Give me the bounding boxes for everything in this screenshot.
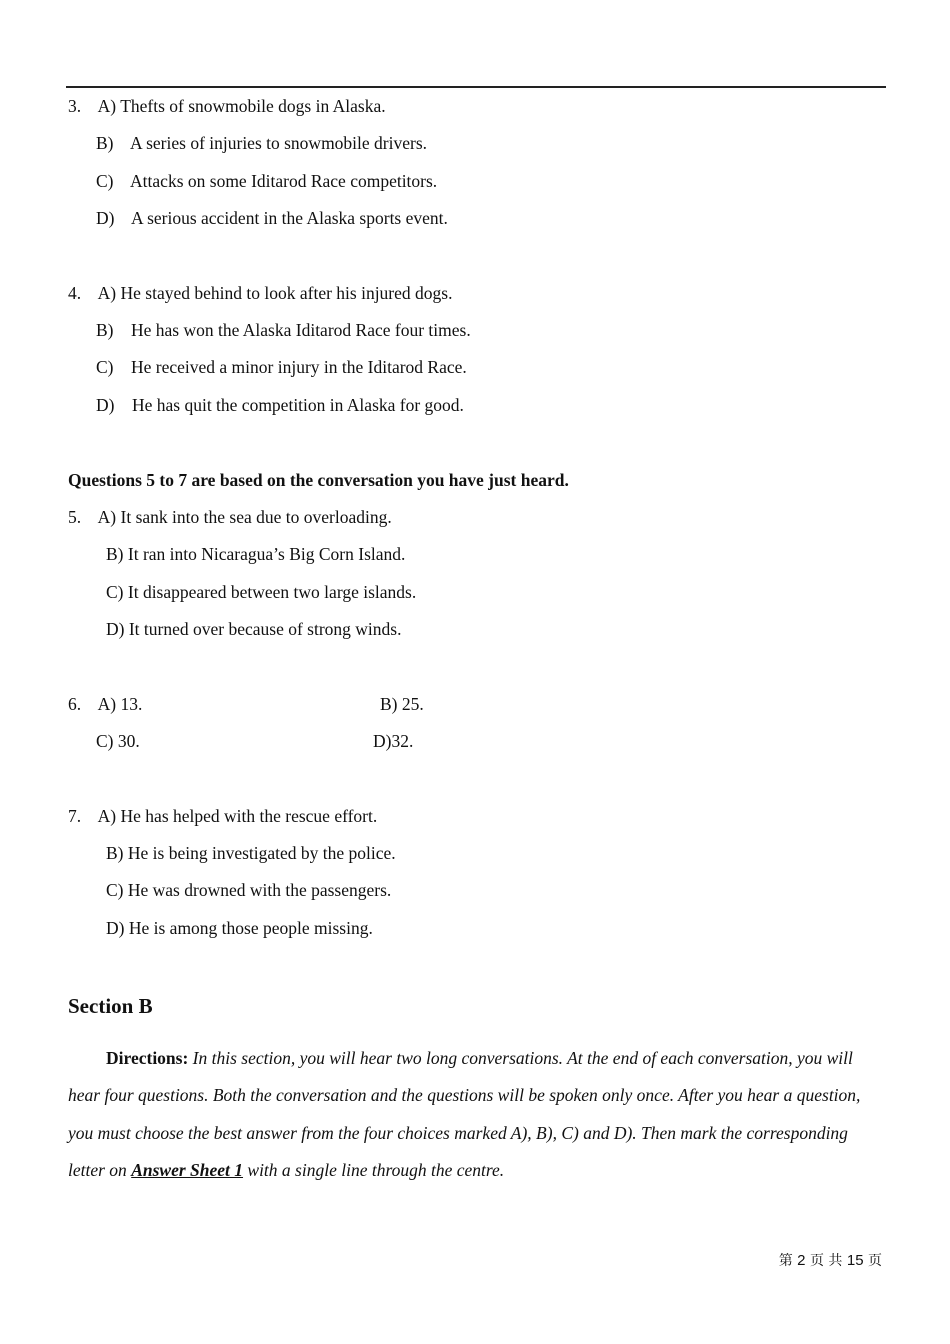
- question-number: 3.: [68, 96, 82, 116]
- option-letter: A): [97, 507, 117, 527]
- question-6-option-a: [68, 694, 142, 714]
- option-text: 30.: [117, 731, 140, 751]
- question-4-option-a: [68, 283, 452, 303]
- footer-suffix: 页: [868, 1253, 882, 1269]
- option-letter: C): [96, 357, 114, 377]
- footer-prefix: 第: [778, 1253, 793, 1269]
- question-number: 7.: [68, 806, 82, 826]
- option-text: He has quit the competition in Alaska for good.: [131, 395, 464, 415]
- option-letter: A): [97, 806, 117, 826]
- header-rule: [66, 86, 886, 88]
- option-text: He stayed behind to look after his injured dogs.: [120, 283, 453, 303]
- question-5-option-c: [106, 582, 416, 602]
- option-text: 32.: [391, 731, 414, 751]
- question-3-option-c: [96, 171, 437, 191]
- section-b-title: Section B: [68, 994, 153, 1018]
- question-7-option-b: [106, 843, 396, 863]
- question-number: 5.: [68, 507, 82, 527]
- option-letter: D): [106, 918, 125, 938]
- option-letter: C): [96, 731, 114, 751]
- question-7-option-a: [68, 806, 377, 826]
- option-text: 25.: [401, 694, 424, 714]
- option-letter: A): [97, 283, 117, 303]
- option-letter: D): [106, 619, 125, 639]
- option-letter: B): [106, 843, 124, 863]
- option-text: He is among those people missing.: [128, 918, 373, 938]
- option-text: It ran into Nicaragua’s Big Corn Island.: [127, 544, 406, 564]
- page-footer: [779, 1250, 882, 1270]
- option-letter: D): [373, 731, 392, 751]
- option-letter: D): [96, 395, 115, 415]
- option-letter: A): [97, 96, 117, 116]
- question-5-option-b: [106, 544, 405, 564]
- question-3-option-b: [96, 133, 427, 153]
- option-letter: C): [96, 171, 114, 191]
- directions-text: In this section, you will hear two long conversations. At the end of each conversation, you will hear four questions. Both the conversation and the questions will be spoken only once. After you hear a question, you must choose the best answer from the four choices marked A), B), C) and D). Then mark the corresponding letter on: [68, 1048, 861, 1180]
- question-5-option-d: [106, 619, 401, 639]
- option-text: 13.: [120, 694, 143, 714]
- option-text: He has won the Alaska Iditarod Race four times.: [131, 320, 471, 340]
- option-text: A series of injuries to snowmobile drivers.: [130, 133, 428, 153]
- option-letter: B): [96, 133, 114, 153]
- directions-text-end: with a single line through the centre.: [247, 1159, 505, 1180]
- option-letter: C): [106, 880, 124, 900]
- option-text: It sank into the sea due to overloading.: [120, 507, 392, 527]
- question-6-option-d: [373, 731, 413, 751]
- group-heading: Questions 5 to 7 are based on the conversation you have just heard.: [68, 470, 569, 490]
- answer-sheet-reference: Answer Sheet 1: [131, 1159, 244, 1180]
- option-text: Attacks on some Iditarod Race competitors.: [130, 171, 438, 191]
- option-text: He was drowned with the passengers.: [127, 880, 392, 900]
- question-7-option-d: [106, 918, 373, 938]
- current-page: 2: [797, 1252, 806, 1269]
- option-letter: C): [106, 582, 124, 602]
- option-text: He is being investigated by the police.: [127, 843, 396, 863]
- option-text: It disappeared between two large islands.: [127, 582, 417, 602]
- question-3-option-d: [96, 208, 448, 228]
- question-5-option-a: [68, 507, 392, 527]
- total-pages: 15: [846, 1252, 864, 1269]
- question-4-option-d: [96, 395, 464, 415]
- option-letter: B): [96, 320, 114, 340]
- directions-label: Directions:: [106, 1048, 189, 1068]
- question-4-option-b: [96, 320, 471, 340]
- option-text: He received a minor injury in the Iditarod Race.: [131, 357, 467, 377]
- option-letter: B): [380, 694, 398, 714]
- option-letter: D): [96, 208, 115, 228]
- footer-middle: 页 共: [809, 1253, 843, 1269]
- section-b-directions: [68, 1040, 884, 1189]
- option-letter: A): [97, 694, 117, 714]
- question-number: 6.: [68, 694, 82, 714]
- option-letter: B): [106, 544, 124, 564]
- option-text: Thefts of snowmobile dogs in Alaska.: [120, 96, 386, 116]
- question-6-option-c: [96, 731, 140, 751]
- option-text: He has helped with the rescue effort.: [120, 806, 378, 826]
- question-4-option-c: [96, 357, 467, 377]
- option-text: It turned over because of strong winds.: [128, 619, 402, 639]
- option-text: A serious accident in the Alaska sports event.: [131, 208, 448, 228]
- question-6-option-b: [380, 694, 424, 714]
- question-number: 4.: [68, 283, 82, 303]
- question-7-option-c: [106, 880, 391, 900]
- question-3-option-a: [68, 96, 386, 116]
